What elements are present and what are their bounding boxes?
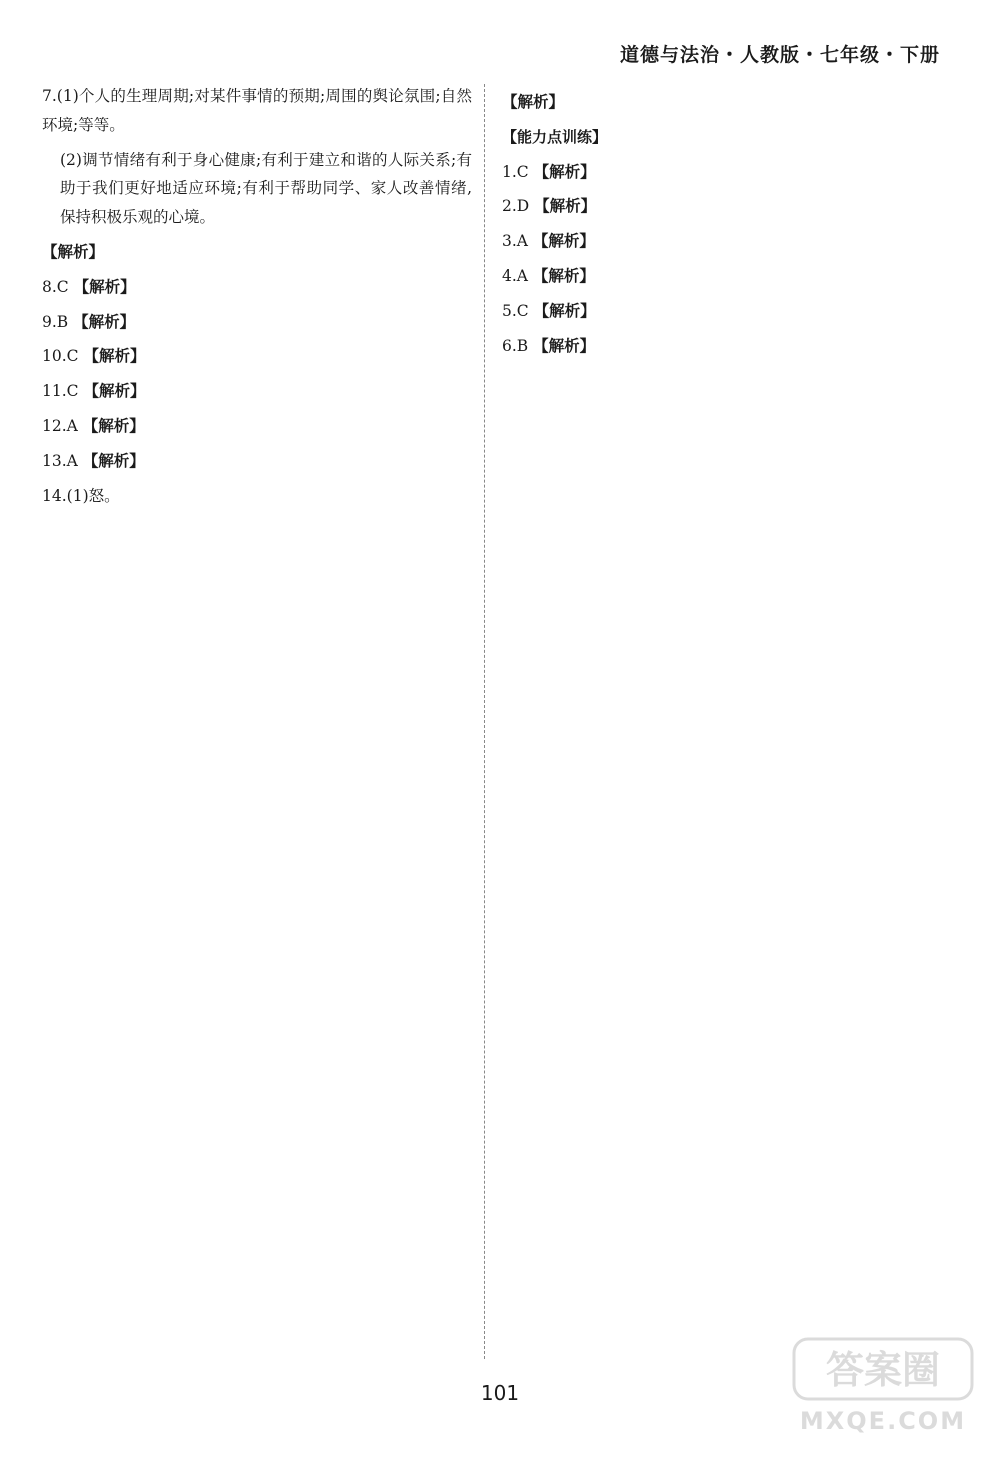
ability-item-4: 4.A 【解析】 (502, 265, 595, 285)
answer-item-13: 13.A 【解析】 (42, 450, 145, 470)
answer-item-7-analysis: 【解析】 (42, 241, 105, 261)
answer-item-14-1: 14.(1)怒。 (42, 486, 120, 505)
answer-item-11: 11.C 【解析】 (42, 381, 146, 401)
answer-item-8: 8.C 【解析】 (42, 276, 136, 296)
ability-item-3: 3.A 【解析】 (502, 231, 595, 251)
answer-item-7-2: (2)调节情绪有利于身心健康;有利于建立和谐的人际关系;有助于我们更好地适应环境;有利于帮助同学、家人改善情绪,保持积极乐观的心境。 (60, 150, 472, 227)
ability-item-6: 6.B 【解析】 (502, 335, 596, 355)
answer-item-9: 9.B 【解析】 (42, 311, 136, 331)
ability-item-2: 2.D 【解析】 (502, 196, 597, 216)
answer-item-10: 10.C 【解析】 (42, 346, 146, 366)
right-column (502, 82, 932, 366)
answer-item-14-analysis: 【解析】 (502, 92, 565, 111)
svg-text:答案圈: 答案圈 (825, 1348, 941, 1392)
section-heading-ability: 【能力点训练】 (502, 127, 608, 146)
left-column (42, 82, 472, 516)
answer-item-7-1: 7.(1)个人的生理周期;对某件事情的预期;周围的舆论氛围;自然环境;等等。 (42, 87, 472, 134)
ability-item-1: 1.C 【解析】 (502, 161, 596, 181)
svg-text:MXQE.COM: MXQE.COM (799, 1407, 967, 1435)
watermark-logo (788, 1331, 978, 1441)
column-divider (484, 84, 485, 1359)
answer-item-12: 12.A 【解析】 (42, 415, 145, 435)
ability-item-5: 5.C 【解析】 (502, 300, 596, 320)
page-number: 101 (480, 1381, 520, 1405)
running-header: 道德与法治・人教版・七年级・下册 (619, 44, 940, 66)
